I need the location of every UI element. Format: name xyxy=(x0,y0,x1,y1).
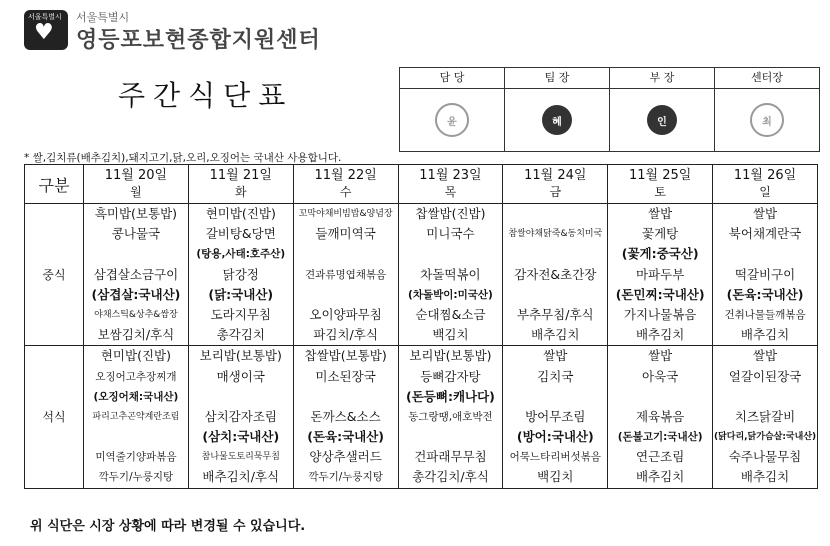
menu-item: 쌀밥 xyxy=(752,206,778,221)
menu-item: (오징어채:국내산) xyxy=(93,390,179,403)
dinner-menu-cell xyxy=(713,346,818,488)
menu-item: 백김치 xyxy=(432,327,469,343)
menu-item: 현미밥(진밥) xyxy=(205,206,276,221)
menu-item: 깍두기/누룽지탕 xyxy=(98,471,174,484)
dinner-label: 석식 xyxy=(25,346,84,488)
lunch-menu-cell xyxy=(503,204,608,346)
center-logo xyxy=(24,8,324,54)
menu-item: 배추김치/후식 xyxy=(202,469,280,485)
menu-item: 보쌈김치/후식 xyxy=(97,327,175,343)
day-header xyxy=(608,165,713,204)
menu-item: (돈불고기:국내산) xyxy=(617,431,703,444)
menu-item xyxy=(503,285,607,305)
day-weekday: 토 xyxy=(654,185,666,199)
menu-item: 총각김치/후식 xyxy=(412,469,489,485)
heart-icon: ♥ xyxy=(34,20,54,45)
menu-item: 배추김치 xyxy=(635,327,685,343)
day-header xyxy=(293,165,398,204)
menu-item: 찹쌀밥(보통밥) xyxy=(304,348,387,364)
menu-item: (닭:국내산) xyxy=(208,286,274,302)
menu-item: (방어:국내산) xyxy=(516,429,594,445)
menu-item: 흑미밥(보통밥) xyxy=(94,206,178,221)
menu-item: 숙주나물무침 xyxy=(728,449,802,465)
menu-item xyxy=(399,427,503,447)
lunch-menu-cell xyxy=(398,204,503,346)
menu-item: 건파래무무침 xyxy=(414,449,487,465)
lunch-menu-cell xyxy=(188,204,293,346)
menu-item xyxy=(84,427,188,447)
menu-item: (꽃게:중국산) xyxy=(621,246,699,262)
menu-item: 야채스틱&상추&쌈장 xyxy=(94,309,178,320)
menu-item: 들깨미역국 xyxy=(315,226,376,242)
seal-icon: 윤 xyxy=(435,103,469,137)
menu-item: 콩나물국 xyxy=(111,226,161,242)
approval-sign-area xyxy=(715,89,819,151)
menu-item xyxy=(503,387,607,407)
day-weekday: 금 xyxy=(549,185,562,199)
menu-item: 삼치감자조림 xyxy=(204,408,277,424)
menu-item: 얼갈이된장국 xyxy=(728,368,802,384)
dinner-menu-cell xyxy=(503,346,608,488)
menu-item: (삼치:국내산) xyxy=(202,429,280,445)
menu-item: 도라지무침 xyxy=(210,306,271,322)
approval-cell xyxy=(505,68,610,151)
menu-item: 김치국 xyxy=(537,368,574,384)
menu-item: 찹쌀밥(진밥) xyxy=(415,206,486,221)
menu-item: 치즈닭갈비 xyxy=(734,408,796,424)
menu-item: 꽃게탕 xyxy=(642,226,679,242)
corner-label: 구분 xyxy=(25,165,84,204)
menu-item: 꼬막야채비빔밥&양념장 xyxy=(298,209,393,219)
menu-item: 견과류명엽채볶음 xyxy=(305,268,387,281)
menu-item: 연근조림 xyxy=(635,449,685,465)
seoul-logo-mark xyxy=(24,10,68,50)
menu-item: 순대찜&소금 xyxy=(415,306,486,322)
day-weekday: 화 xyxy=(234,185,247,199)
menu-item xyxy=(294,387,398,407)
approval-box xyxy=(399,67,820,152)
lunch-menu-cell xyxy=(713,204,818,346)
menu-item: 보리밥(보통밥) xyxy=(199,348,282,364)
menu-item: 총각김치 xyxy=(216,327,265,343)
day-date: 11월 23일 xyxy=(419,168,482,183)
menu-item: 파리고추곤약계란조림 xyxy=(92,411,180,422)
seal-icon: 최 xyxy=(750,103,784,137)
menu-item: 미니국수 xyxy=(426,226,475,242)
menu-item xyxy=(399,244,503,264)
day-header xyxy=(84,165,189,204)
day-date: 11월 25일 xyxy=(628,168,692,183)
menu-item: 가지나물볶음 xyxy=(623,306,697,322)
lunch-row xyxy=(25,204,818,346)
menu-item: 참나물도토리묵무침 xyxy=(201,452,280,463)
menu-item: (돈육:국내산) xyxy=(307,429,385,445)
dinner-menu-cell xyxy=(608,346,713,488)
menu-item: 배추김치 xyxy=(740,327,790,343)
menu-item: (삼겹살:국내산) xyxy=(91,286,181,302)
day-weekday: 일 xyxy=(759,185,771,199)
menu-item: 등뼈감자탕 xyxy=(420,368,481,384)
origin-note: * 쌀,김치류(배추김치),돼지고기,닭,오리,오징어는 국내산 사용합니다. xyxy=(24,152,342,164)
approval-cell xyxy=(610,68,715,151)
menu-item: 배추김치 xyxy=(531,327,580,343)
date-header-row xyxy=(25,165,818,204)
menu-item: 현미밥(진밥) xyxy=(100,348,171,364)
menu-item: 감자전&초간장 xyxy=(514,266,597,282)
menu-item: (돈등뼈:캐나다) xyxy=(406,388,495,404)
page-title: 주간식단표 xyxy=(118,79,294,112)
menu-item: 깍두기/누룽지탕 xyxy=(308,471,383,484)
lunch-menu-cell xyxy=(84,204,189,346)
menu-item: 참쌀야채닭죽&동치미국 xyxy=(508,229,603,240)
menu-item xyxy=(713,244,817,264)
menu-item: 오이양파무침 xyxy=(309,306,382,322)
menu-item: (탕용,사태:호주산) xyxy=(196,248,286,261)
dinner-row xyxy=(25,346,818,488)
menu-item xyxy=(294,244,398,264)
day-date: 11월 20일 xyxy=(104,168,168,183)
day-weekday: 월 xyxy=(130,185,142,199)
approval-cell xyxy=(400,68,505,151)
seal-icon: 혜 xyxy=(542,105,572,135)
menu-item: 마파두부 xyxy=(635,266,685,282)
menu-item: 떡갈비구이 xyxy=(734,266,796,282)
day-date: 11월 22일 xyxy=(314,168,377,183)
menu-item: (돈육:국내산) xyxy=(726,286,804,302)
menu-item: 미역줄기양파볶음 xyxy=(95,451,177,464)
menu-item: 제육볶음 xyxy=(635,408,685,424)
menu-item: 쌀밥 xyxy=(648,348,673,364)
menu-item xyxy=(503,204,607,224)
footer-note: 위 식단은 시장 상황에 따라 변경될 수 있습니다. xyxy=(30,519,306,534)
approval-role: 팀 장 xyxy=(505,68,609,89)
menu-item: (차돌박이:미국산) xyxy=(408,288,493,301)
menu-item: 방어무조림 xyxy=(525,408,586,424)
day-date: 11월 21일 xyxy=(209,168,272,183)
menu-item xyxy=(84,244,188,264)
approval-sign-area xyxy=(400,89,504,151)
menu-item: 배추김치 xyxy=(635,469,685,485)
menu-item: 부추무침/후식 xyxy=(516,306,594,322)
menu-item: 파김치/후식 xyxy=(313,327,378,343)
day-weekday: 수 xyxy=(339,185,352,199)
approval-role: 담 당 xyxy=(400,68,504,89)
menu-item: (돈민찌:국내산) xyxy=(615,286,705,302)
lunch-menu-cell xyxy=(608,204,713,346)
menu-item: 쌀밥 xyxy=(648,206,673,221)
lunch-label: 중식 xyxy=(25,204,84,346)
seal-icon: 인 xyxy=(647,105,677,135)
menu-item: 배추김치 xyxy=(740,469,790,485)
dinner-menu-cell xyxy=(293,346,398,488)
org-sub: 서울특별시 xyxy=(76,11,130,24)
menu-item xyxy=(294,285,398,305)
menu-item: 차돌떡볶이 xyxy=(420,266,481,282)
weekly-menu-table xyxy=(24,164,818,489)
dinner-menu-cell xyxy=(84,346,189,488)
lunch-menu-cell xyxy=(293,204,398,346)
menu-item: 오징어고추장찌개 xyxy=(95,370,177,383)
menu-item: 양상추샐러드 xyxy=(309,449,382,465)
menu-item: 쌀밥 xyxy=(752,348,778,364)
menu-item: 매생이국 xyxy=(216,368,265,384)
day-header xyxy=(503,165,608,204)
menu-item xyxy=(608,387,712,407)
org-name: 영등포보현종합지원센터 xyxy=(76,28,321,53)
menu-item: 백김치 xyxy=(537,469,574,485)
day-date: 11월 24일 xyxy=(524,168,587,183)
menu-item: 돈까스&소스 xyxy=(310,408,381,424)
menu-item xyxy=(503,244,607,264)
day-date: 11월 26일 xyxy=(733,168,797,183)
approval-role: 센터장 xyxy=(715,68,819,89)
approval-sign-area xyxy=(610,89,714,151)
logo-text: 서울특별시 xyxy=(28,13,62,21)
menu-item: 동그랑땡,애호박전 xyxy=(408,410,493,423)
menu-item: 갈비탕&당면 xyxy=(205,226,276,242)
menu-item: 보리밥(보통밥) xyxy=(409,348,492,364)
day-header xyxy=(398,165,503,204)
dinner-menu-cell xyxy=(398,346,503,488)
menu-item: 쌀밥 xyxy=(543,348,568,364)
day-weekday: 목 xyxy=(444,185,457,199)
approval-role: 부 장 xyxy=(610,68,714,89)
menu-item xyxy=(189,387,293,407)
dinner-menu-cell xyxy=(188,346,293,488)
menu-item: 삼겹살소금구이 xyxy=(93,266,179,282)
approval-cell xyxy=(715,68,819,151)
menu-item: 닭강정 xyxy=(222,266,259,282)
day-header xyxy=(188,165,293,204)
menu-item: 아욱국 xyxy=(642,368,679,384)
menu-item: 어묵느타리버섯볶음 xyxy=(509,451,601,464)
approval-sign-area xyxy=(505,89,609,151)
menu-item: 미소된장국 xyxy=(315,368,376,384)
day-header xyxy=(713,165,818,204)
menu-item: 건취나물들깨볶음 xyxy=(724,308,806,321)
menu-item: 북어채계란국 xyxy=(728,226,802,242)
menu-item: (닭다리,닭가슴살:국내산) xyxy=(713,432,817,443)
menu-item xyxy=(713,387,817,407)
